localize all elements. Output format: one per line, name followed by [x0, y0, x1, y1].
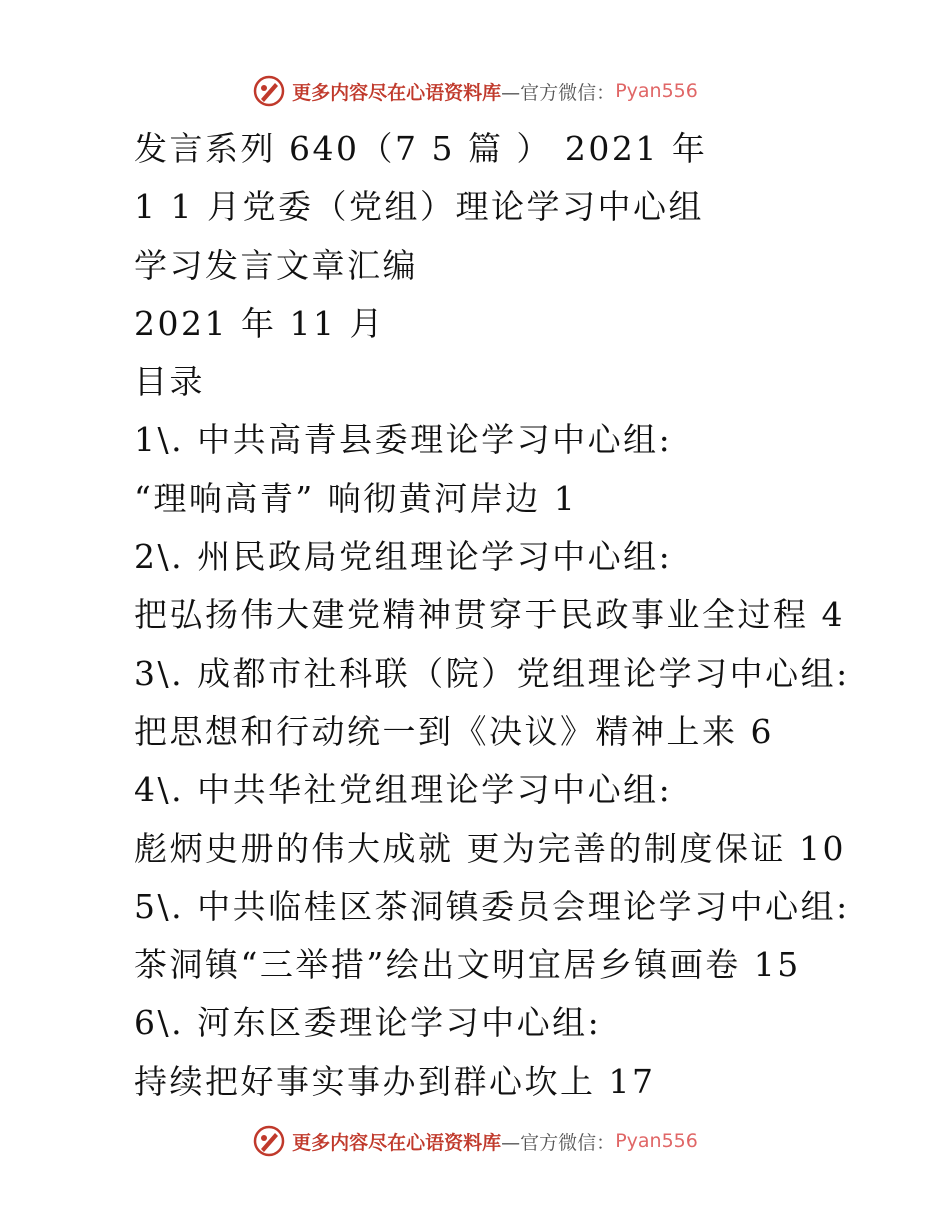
toc-entry-6-title: 持续把好事实事办到群心坎上 17: [134, 1061, 656, 1101]
toc-entry-3-org: 3\. 成都市社科联（院）党组理论学习中心组:: [134, 653, 850, 693]
toc-heading: 目录: [134, 362, 205, 402]
watermark-header: [0, 74, 950, 108]
watermark-logo-icon: [252, 74, 286, 108]
toc-entry-5-title: 茶洞镇“三举措”绘出文明宜居乡镇画卷 15: [134, 945, 801, 985]
toc-entry-2-org: 2\. 州民政局党组理论学习中心组:: [134, 537, 673, 577]
watermark-separator-text: —官方微信：: [501, 1131, 616, 1154]
doc-title-line-3: 学习发言文章汇编: [134, 245, 418, 285]
document-body: [134, 120, 934, 1111]
watermark-separator-text: —官方微信：: [501, 81, 616, 104]
toc-entry-1-title: “理响高青” 响彻黄河岸边 1: [134, 478, 578, 518]
toc-entry-4-org: 4\. 中共华社党组理论学习中心组:: [134, 770, 673, 810]
toc-entry-3-title: 把思想和行动统一到《决议》精神上来 6: [134, 711, 774, 751]
doc-date: 2021 年 11 月: [134, 303, 385, 343]
doc-title-line-2: 1 1 月党委（党组）理论学习中心组: [134, 187, 704, 227]
watermark-handle-text: Pyan556: [615, 1130, 698, 1152]
watermark-logo-icon: [252, 1124, 286, 1158]
watermark-handle-text: Pyan556: [615, 80, 698, 102]
toc-entry-6-org: 6\. 河东区委理论学习中心组:: [134, 1003, 602, 1043]
toc-entry-5-org: 5\. 中共临桂区茶洞镇委员会理论学习中心组:: [134, 886, 850, 926]
watermark-main-text: 更多内容尽在心语资料库: [292, 1131, 502, 1154]
toc-entry-4-title: 彪炳史册的伟大成就 更为完善的制度保证 10: [134, 828, 846, 868]
doc-title-line-1: 发言系列 640（7 5 篇 ） 2021 年: [134, 129, 708, 168]
watermark-footer: [0, 1124, 950, 1158]
toc-entry-2-title: 把弘扬伟大建党精神贯穿于民政事业全过程 4: [134, 595, 845, 635]
toc-entry-1-org: 1\. 中共高青县委理论学习中心组:: [134, 420, 673, 460]
watermark-main-text: 更多内容尽在心语资料库: [292, 81, 502, 104]
